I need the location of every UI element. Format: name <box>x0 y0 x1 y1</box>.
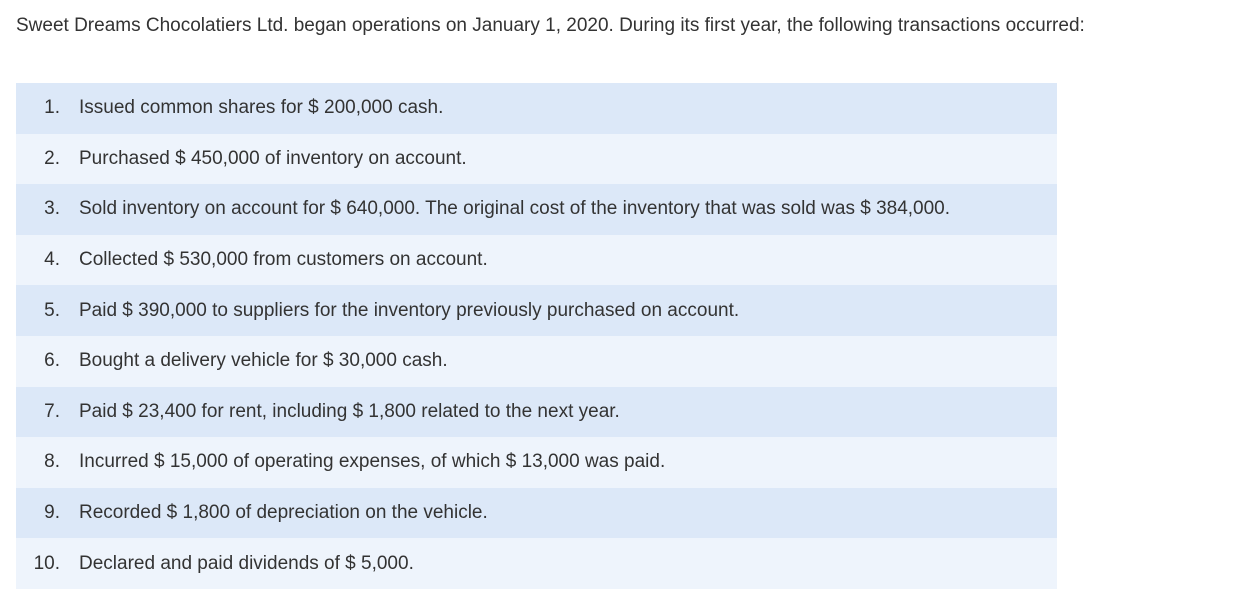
transaction-text: Incurred $ 15,000 of operating expenses, of which $ 13,000 was paid. <box>79 451 666 473</box>
transaction-row <box>16 184 1057 235</box>
transaction-number: 9. <box>44 502 60 524</box>
intro-paragraph: Sweet Dreams Chocolatiers Ltd. began operations on January 1, 2020. During its first year, the following transactions occurred: <box>16 15 1085 36</box>
transaction-number: 2. <box>44 147 60 169</box>
transaction-text: Issued common shares for $ 200,000 cash. <box>79 97 444 119</box>
transaction-number: 7. <box>44 400 60 422</box>
transaction-number: 4. <box>44 249 60 271</box>
transaction-text: Paid $ 390,000 to suppliers for the inventory previously purchased on account. <box>79 299 740 321</box>
transaction-number: 10. <box>33 552 60 574</box>
transaction-number: 3. <box>44 198 60 220</box>
transaction-number: 8. <box>44 451 60 473</box>
transaction-row <box>16 336 1057 387</box>
transaction-row <box>16 83 1057 134</box>
transaction-number: 6. <box>44 350 60 372</box>
transaction-list <box>16 83 1057 589</box>
transaction-number: 1. <box>44 97 60 119</box>
transaction-row <box>16 538 1057 589</box>
transaction-row <box>16 488 1057 539</box>
transaction-row <box>16 285 1057 336</box>
transaction-text: Collected $ 530,000 from customers on account. <box>79 249 488 271</box>
transaction-text: Recorded $ 1,800 of depreciation on the vehicle. <box>79 502 488 524</box>
transaction-number: 5. <box>44 299 60 321</box>
transaction-row <box>16 134 1057 185</box>
transaction-row <box>16 235 1057 286</box>
transaction-row <box>16 387 1057 438</box>
transaction-text: Purchased $ 450,000 of inventory on account. <box>79 147 467 169</box>
transaction-text: Declared and paid dividends of $ 5,000. <box>79 552 414 574</box>
transaction-text: Bought a delivery vehicle for $ 30,000 cash. <box>79 350 448 372</box>
transaction-text: Sold inventory on account for $ 640,000. The original cost of the inventory that was sold was $ 384,000. <box>79 198 951 220</box>
transaction-row <box>16 437 1057 488</box>
transaction-text: Paid $ 23,400 for rent, including $ 1,800 related to the next year. <box>79 400 620 422</box>
